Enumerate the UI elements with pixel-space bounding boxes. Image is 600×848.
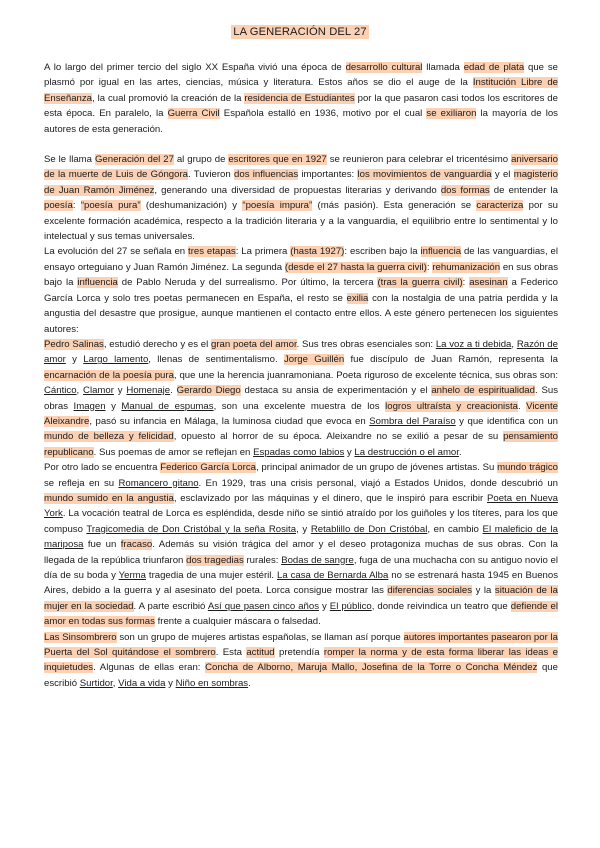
text-span: y la bbox=[472, 585, 495, 597]
text-span: rurales: bbox=[243, 554, 282, 566]
highlighted-text: tres etapas bbox=[188, 246, 236, 258]
highlighted-text: romper la norma y de esta forma liberar las ideas e inquietudes bbox=[44, 647, 558, 674]
text-span: (deshumanización) y bbox=[140, 200, 243, 212]
highlighted-text: “poesía impura” bbox=[242, 200, 313, 212]
text-span: al grupo de bbox=[173, 154, 229, 166]
text-span: . bbox=[458, 446, 462, 458]
highlighted-text: Las Sinsombrero bbox=[44, 631, 117, 643]
underlined-title: Así que pasen cinco años bbox=[207, 600, 320, 612]
underlined-title: Yerma bbox=[118, 570, 146, 581]
highlighted-text: mundo sumido en la angustia bbox=[44, 492, 174, 504]
highlighted-text: defiende el amor en todas sus formas bbox=[44, 600, 558, 628]
paragraph-gap bbox=[44, 137, 558, 152]
text-span: de Pablo Neruda y del surrealismo. Por último, la tercera bbox=[117, 277, 378, 289]
text-span: , bbox=[76, 385, 84, 397]
text-span: : escriben bajo la bbox=[344, 246, 421, 258]
text-span: de entender la bbox=[489, 184, 558, 196]
highlighted-text: (desde el 27 hasta la guerra civil) bbox=[284, 261, 427, 273]
text-span: , bbox=[511, 338, 517, 350]
text-span: y bbox=[165, 677, 176, 689]
text-span: A lo largo del primer tercio del siglo XX España vivió una época de bbox=[44, 62, 346, 73]
highlighted-text: anhelo de espiritualidad bbox=[431, 385, 535, 397]
text-span: fue discípulo de Juan Ramón, representa la bbox=[344, 354, 558, 366]
paragraph-lorca bbox=[44, 460, 558, 629]
text-span: , la cual promovió la creación de la bbox=[92, 92, 245, 104]
text-span: , generando una diversidad de propuestas literarias y derivando bbox=[154, 184, 441, 196]
text-span: , opuesto al horror de su época. Aleixandre no se exilió a pesar de su bbox=[173, 431, 504, 443]
text-span: . Tuvieron bbox=[187, 169, 235, 181]
highlighted-text: logros ultraísta y creacionista bbox=[385, 400, 518, 412]
highlighted-text: gran poeta del amor bbox=[211, 338, 297, 350]
highlighted-text: aniversario de la muerte de Luis de Góngora bbox=[44, 154, 559, 181]
highlighted-text: Vicente Aleixandre bbox=[44, 400, 558, 427]
text-span: de las vanguardias, el ensayo orteguiano y Juan Ramón Jiménez. La segunda bbox=[44, 246, 558, 273]
document-body bbox=[44, 60, 558, 691]
text-span: que escribió bbox=[44, 662, 558, 689]
underlined-title: Niño en sombras bbox=[175, 677, 249, 689]
text-span: y bbox=[65, 354, 84, 366]
paragraph-sinsombrero bbox=[44, 630, 558, 692]
highlighted-text: “poesía pura” bbox=[80, 200, 141, 212]
underlined-title: Razón de amor bbox=[44, 338, 558, 366]
text-span: tragedia de una mujer estéril. bbox=[146, 570, 277, 581]
highlighted-text: mundo de belleza y felicidad bbox=[44, 431, 174, 443]
text-span: destaca su ansia de experimentación y el bbox=[240, 385, 432, 397]
text-span: , que une la herencia juanramoniana. Poeta riguroso de excelente técnica, sus obras son: bbox=[173, 369, 558, 381]
text-span: pretendía bbox=[274, 647, 324, 659]
highlighted-text: (hasta 1927) bbox=[290, 246, 345, 258]
highlighted-text: exilia bbox=[346, 292, 369, 304]
text-span: (más pasión). Esta generación se bbox=[312, 200, 477, 212]
text-span: . Algunas de ellas eran: bbox=[93, 662, 206, 674]
highlighted-text: residencia de Estudiantes bbox=[244, 92, 355, 104]
underlined-title: El maleficio de la mariposa bbox=[44, 523, 559, 551]
text-span: importantes: bbox=[298, 169, 358, 181]
text-span: llamada bbox=[422, 62, 464, 73]
text-span: : bbox=[462, 277, 470, 289]
highlighted-text: encarnación de la poesía pura bbox=[44, 369, 174, 381]
text-span: y bbox=[105, 400, 122, 412]
highlighted-text: Pedro Salinas bbox=[44, 338, 104, 350]
paragraph-authors bbox=[44, 337, 558, 460]
highlighted-text: fracaso bbox=[120, 539, 153, 551]
text-span: frente a cualquier máscara o falsedad. bbox=[154, 616, 321, 628]
text-span: por la que pasaron casi todos los escritores de esta época. En paralelo, la bbox=[44, 92, 558, 120]
text-span: son un grupo de mujeres artistas españolas, se llaman así porque bbox=[116, 631, 404, 643]
text-span: , son una excelente muestra de los bbox=[213, 400, 386, 412]
text-span: a Federico García Lorca y solo tres poetas permanecen en España, el resto se bbox=[44, 277, 558, 304]
highlighted-text: edad de plata bbox=[463, 62, 525, 73]
underlined-title: Sombra del Paraíso bbox=[369, 415, 456, 427]
highlighted-text: influencia bbox=[420, 246, 462, 258]
text-span: la mayoría de los autores de esta generación. bbox=[44, 108, 558, 135]
text-span: y bbox=[344, 446, 355, 458]
text-span: La evolución del 27 se señala en bbox=[44, 246, 189, 258]
text-span: . Esta bbox=[215, 647, 247, 659]
text-span: . Sus poemas de amor se reflejan en bbox=[93, 446, 254, 458]
text-span: se reunieron para celebrar el tricentésimo bbox=[326, 154, 512, 166]
text-span: : bbox=[426, 261, 433, 273]
text-span: , pasó su infancia en Málaga, la luminosa ciudad que evoca en bbox=[89, 415, 370, 427]
text-span: . bbox=[517, 400, 527, 412]
underlined-title: Bodas de sangre bbox=[281, 554, 354, 566]
underlined-title: La destrucción o el amor bbox=[354, 446, 459, 458]
underlined-title: Retablillo de Don Cristóbal bbox=[310, 523, 428, 535]
text-span: , llenas de sentimentalismo. bbox=[148, 354, 284, 366]
text-span: : bbox=[72, 200, 81, 212]
text-span: . La vocación teatral de Lorca es espléndida, desde niño se sintió atraído por los guiñoles y los títeres, para los que compuso bbox=[44, 508, 558, 535]
underlined-title: La voz a ti debida bbox=[435, 338, 512, 350]
text-span: . bbox=[170, 385, 177, 397]
underlined-title: Poeta en Nueva York bbox=[44, 492, 559, 520]
text-span: se refleja en su bbox=[44, 477, 119, 489]
text-span: no se estrenará hasta 1945 en Buenos Aires, debido a la guerra y al asesinato del poeta. Lorca consigue mostrar las bbox=[44, 570, 558, 597]
page-title bbox=[0, 26, 600, 38]
underlined-title: Vida a vida bbox=[118, 677, 166, 689]
highlighted-text: se exiliaron bbox=[426, 108, 477, 120]
underlined-title: Tragicomedia de Don Cristóbal y la seña Rosita bbox=[86, 523, 297, 535]
text-span: , donde reivindica un teatro que bbox=[371, 600, 511, 612]
text-span: Se le llama bbox=[44, 154, 95, 166]
text-span: . bbox=[248, 677, 251, 689]
highlighted-text: (tras la guerra civil) bbox=[377, 277, 463, 289]
underlined-title: Cántico bbox=[44, 385, 77, 397]
highlighted-text: poesía bbox=[44, 200, 73, 212]
text-span: , principal animador de un grupo de jóvenes artistas. Su bbox=[255, 462, 498, 474]
text-span: , bbox=[112, 677, 119, 689]
highlighted-text: Generación del 27 bbox=[94, 154, 174, 166]
highlighted-text: dos influencias bbox=[234, 169, 299, 181]
text-span: por su excelente formación académica, respecto a la tradición literaria y a la vanguardia, el equilibrio entre lo sentimental y lo intelectual y sus temas universales. bbox=[44, 200, 558, 243]
highlighted-text: Concha de Alborno, Maruja Mallo, Josefina de la Torre o Concha Méndez bbox=[205, 662, 538, 674]
text-span: . Sus obras bbox=[44, 385, 558, 412]
highlighted-text: Gerardo Diego bbox=[176, 385, 241, 397]
highlighted-text: influencia bbox=[77, 277, 118, 289]
highlighted-text: autores importantes pasearon por la Puerta del Sol quitándose el sombrero bbox=[44, 631, 558, 659]
highlighted-text: dos formas bbox=[440, 184, 490, 196]
highlighted-text: Institución Libre de Enseñanza bbox=[44, 77, 559, 104]
highlighted-text: desarrollo cultural bbox=[345, 62, 423, 73]
underlined-title: Homenaje bbox=[126, 385, 171, 397]
highlighted-text: magisterio de Juan Ramón Jiménez bbox=[44, 169, 558, 196]
highlighted-text: rehumanización bbox=[432, 261, 501, 273]
text-span: en sus obras bajo la bbox=[44, 261, 558, 289]
text-span: Española estalló en 1936, motivo por el cual bbox=[219, 108, 427, 120]
underlined-title: Manual de espumas bbox=[121, 400, 214, 412]
text-span: con la nostalgia de una patria perdida y la angustia del desastre que prosigue, aunque mantienen el contacto entre ellos. A este género pertenecen los siguientes autores: bbox=[44, 292, 558, 335]
highlighted-text: situación de la mujer en la sociedad bbox=[44, 585, 559, 612]
underlined-title: La casa de Bernarda Alba bbox=[277, 570, 389, 581]
page-title-text: LA GENERACIÓN DEL 27 bbox=[233, 26, 367, 38]
highlighted-text: Guerra Civil bbox=[167, 108, 220, 120]
highlighted-text: caracteriza bbox=[476, 200, 524, 212]
highlighted-text: dos tragedias bbox=[186, 554, 244, 566]
highlighted-text: pensamiento republicano bbox=[44, 431, 558, 458]
paragraph-definition bbox=[44, 152, 558, 244]
highlighted-text: actitud bbox=[246, 647, 275, 659]
text-span: . Sus tres obras esenciales son: bbox=[296, 338, 436, 350]
underlined-title: Imagen bbox=[73, 400, 106, 412]
text-span: y bbox=[319, 600, 330, 612]
text-span: : La primera bbox=[235, 246, 291, 258]
text-span: y que identifica con un bbox=[455, 415, 558, 427]
underlined-title: El público bbox=[329, 600, 372, 612]
underlined-title: Espadas como labios bbox=[253, 446, 345, 458]
text-span: . Además su visión trágica del amor y el deseo protagoniza muchas de sus obras. Con la llegada de la república triunfaron bbox=[44, 539, 558, 566]
underlined-title: Surtidor bbox=[79, 677, 113, 689]
underlined-title: Romancero gitano bbox=[118, 477, 199, 489]
text-span: . En 1929, tras una crisis personal, viajó a Estados Unidos, donde descubrió un bbox=[198, 477, 558, 489]
text-span: , estudió derecho y es el bbox=[103, 338, 212, 350]
text-span: , esclavizado por las máquinas y el dinero, que le inspiró para escribir bbox=[173, 492, 487, 504]
text-span: , y bbox=[296, 523, 311, 535]
highlighted-text: los movimientos de vanguardia bbox=[357, 169, 492, 181]
highlighted-text: asesinan bbox=[469, 277, 508, 289]
underlined-title: Clamor bbox=[83, 385, 114, 397]
highlighted-text: Federico García Lorca bbox=[160, 462, 256, 474]
text-span: Por otro lado se encuentra bbox=[44, 462, 161, 474]
highlighted-text: mundo trágico bbox=[497, 462, 559, 474]
text-span: fue un bbox=[83, 539, 121, 551]
highlighted-text: escritores que en 1927 bbox=[228, 154, 327, 166]
text-span: , fuga de una muchacha con su antiguo novio el día de su boda y bbox=[44, 554, 558, 581]
highlighted-text: Jorge Guillén bbox=[283, 354, 345, 366]
text-span: , en cambio bbox=[427, 523, 483, 535]
text-span: que se plasmó por igual en las artes, ciencias, música y literatura. Estos años se dio el auge de la bbox=[44, 62, 558, 89]
highlighted-text: diferencias sociales bbox=[387, 585, 473, 597]
text-span: . A parte escribió bbox=[133, 600, 208, 612]
paragraph-evolution bbox=[44, 244, 558, 336]
underlined-title: Largo lamento bbox=[83, 354, 149, 366]
paragraph-intro bbox=[44, 60, 558, 137]
text-span: y bbox=[113, 385, 127, 397]
text-span: y el bbox=[491, 169, 514, 181]
